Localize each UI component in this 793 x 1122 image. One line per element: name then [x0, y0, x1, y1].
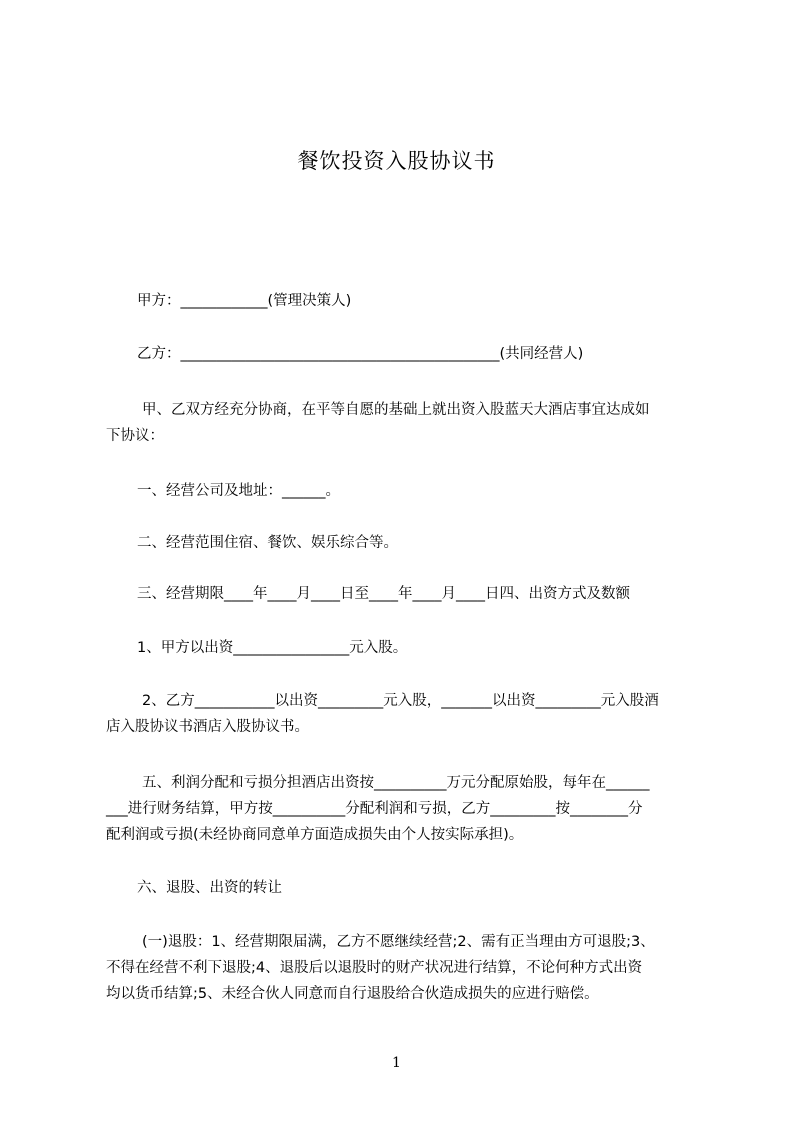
clause-5-line-1: 五、利润分配和亏损分担酒店出资按__________万元分配原始股，每年在______: [142, 775, 650, 791]
clause-6-withdrawal-line-2: 不得在经营不利下退股;4、退股后以退股时的财产状况进行结算，不论何种方式出资: [106, 960, 643, 976]
clause-4-item-2-line-2: 店入股协议书酒店入股协议书。: [106, 719, 309, 735]
preamble-line-2: 下协议：: [106, 428, 164, 444]
clause-4-item-2-line-1: 2、乙方___________以出资_________元入股，_______以出资_________元入股酒: [142, 693, 659, 709]
clause-5-line-2: ___进行财务结算，甲方按__________分配利润和亏损，乙方_________按________分: [106, 801, 643, 817]
clause-1: 一、经营公司及地址：______。: [137, 483, 340, 499]
clause-5-line-3: 配利润或亏损(未经协商同意单方面造成损失由个人按实际承担)。: [106, 827, 524, 843]
clause-6-withdrawal-line-1: (一)退股：1、经营期限届满，乙方不愿继续经营;2、需有正当理由方可退股;3、: [142, 934, 655, 950]
preamble-line-1: 甲、乙双方经充分协商，在平等自愿的基础上就出资入股蓝天大酒店事宜达成如: [142, 402, 650, 418]
clause-4-item-1: 1、甲方以出资________________元入股。: [137, 640, 408, 656]
page-number: 1: [392, 1055, 401, 1071]
clause-3: 三、经营期限____年____月____日至____年____月____日四、出资方式及数额: [137, 586, 630, 602]
party-b-line: 乙方：____________________________________________(共同经营人): [137, 346, 584, 362]
clause-2: 二、经营范围住宿、餐饮、娱乐综合等。: [137, 535, 398, 551]
clause-6-withdrawal-line-3: 均以货币结算;5、未经合伙人同意而自行退股给合伙造成损失的应进行赔偿。: [106, 986, 599, 1002]
clause-6-heading: 六、退股、出资的转让: [137, 880, 282, 896]
party-a-line: 甲方：____________(管理决策人): [137, 293, 352, 309]
document-title: 餐饮投资入股协议书: [297, 149, 496, 173]
